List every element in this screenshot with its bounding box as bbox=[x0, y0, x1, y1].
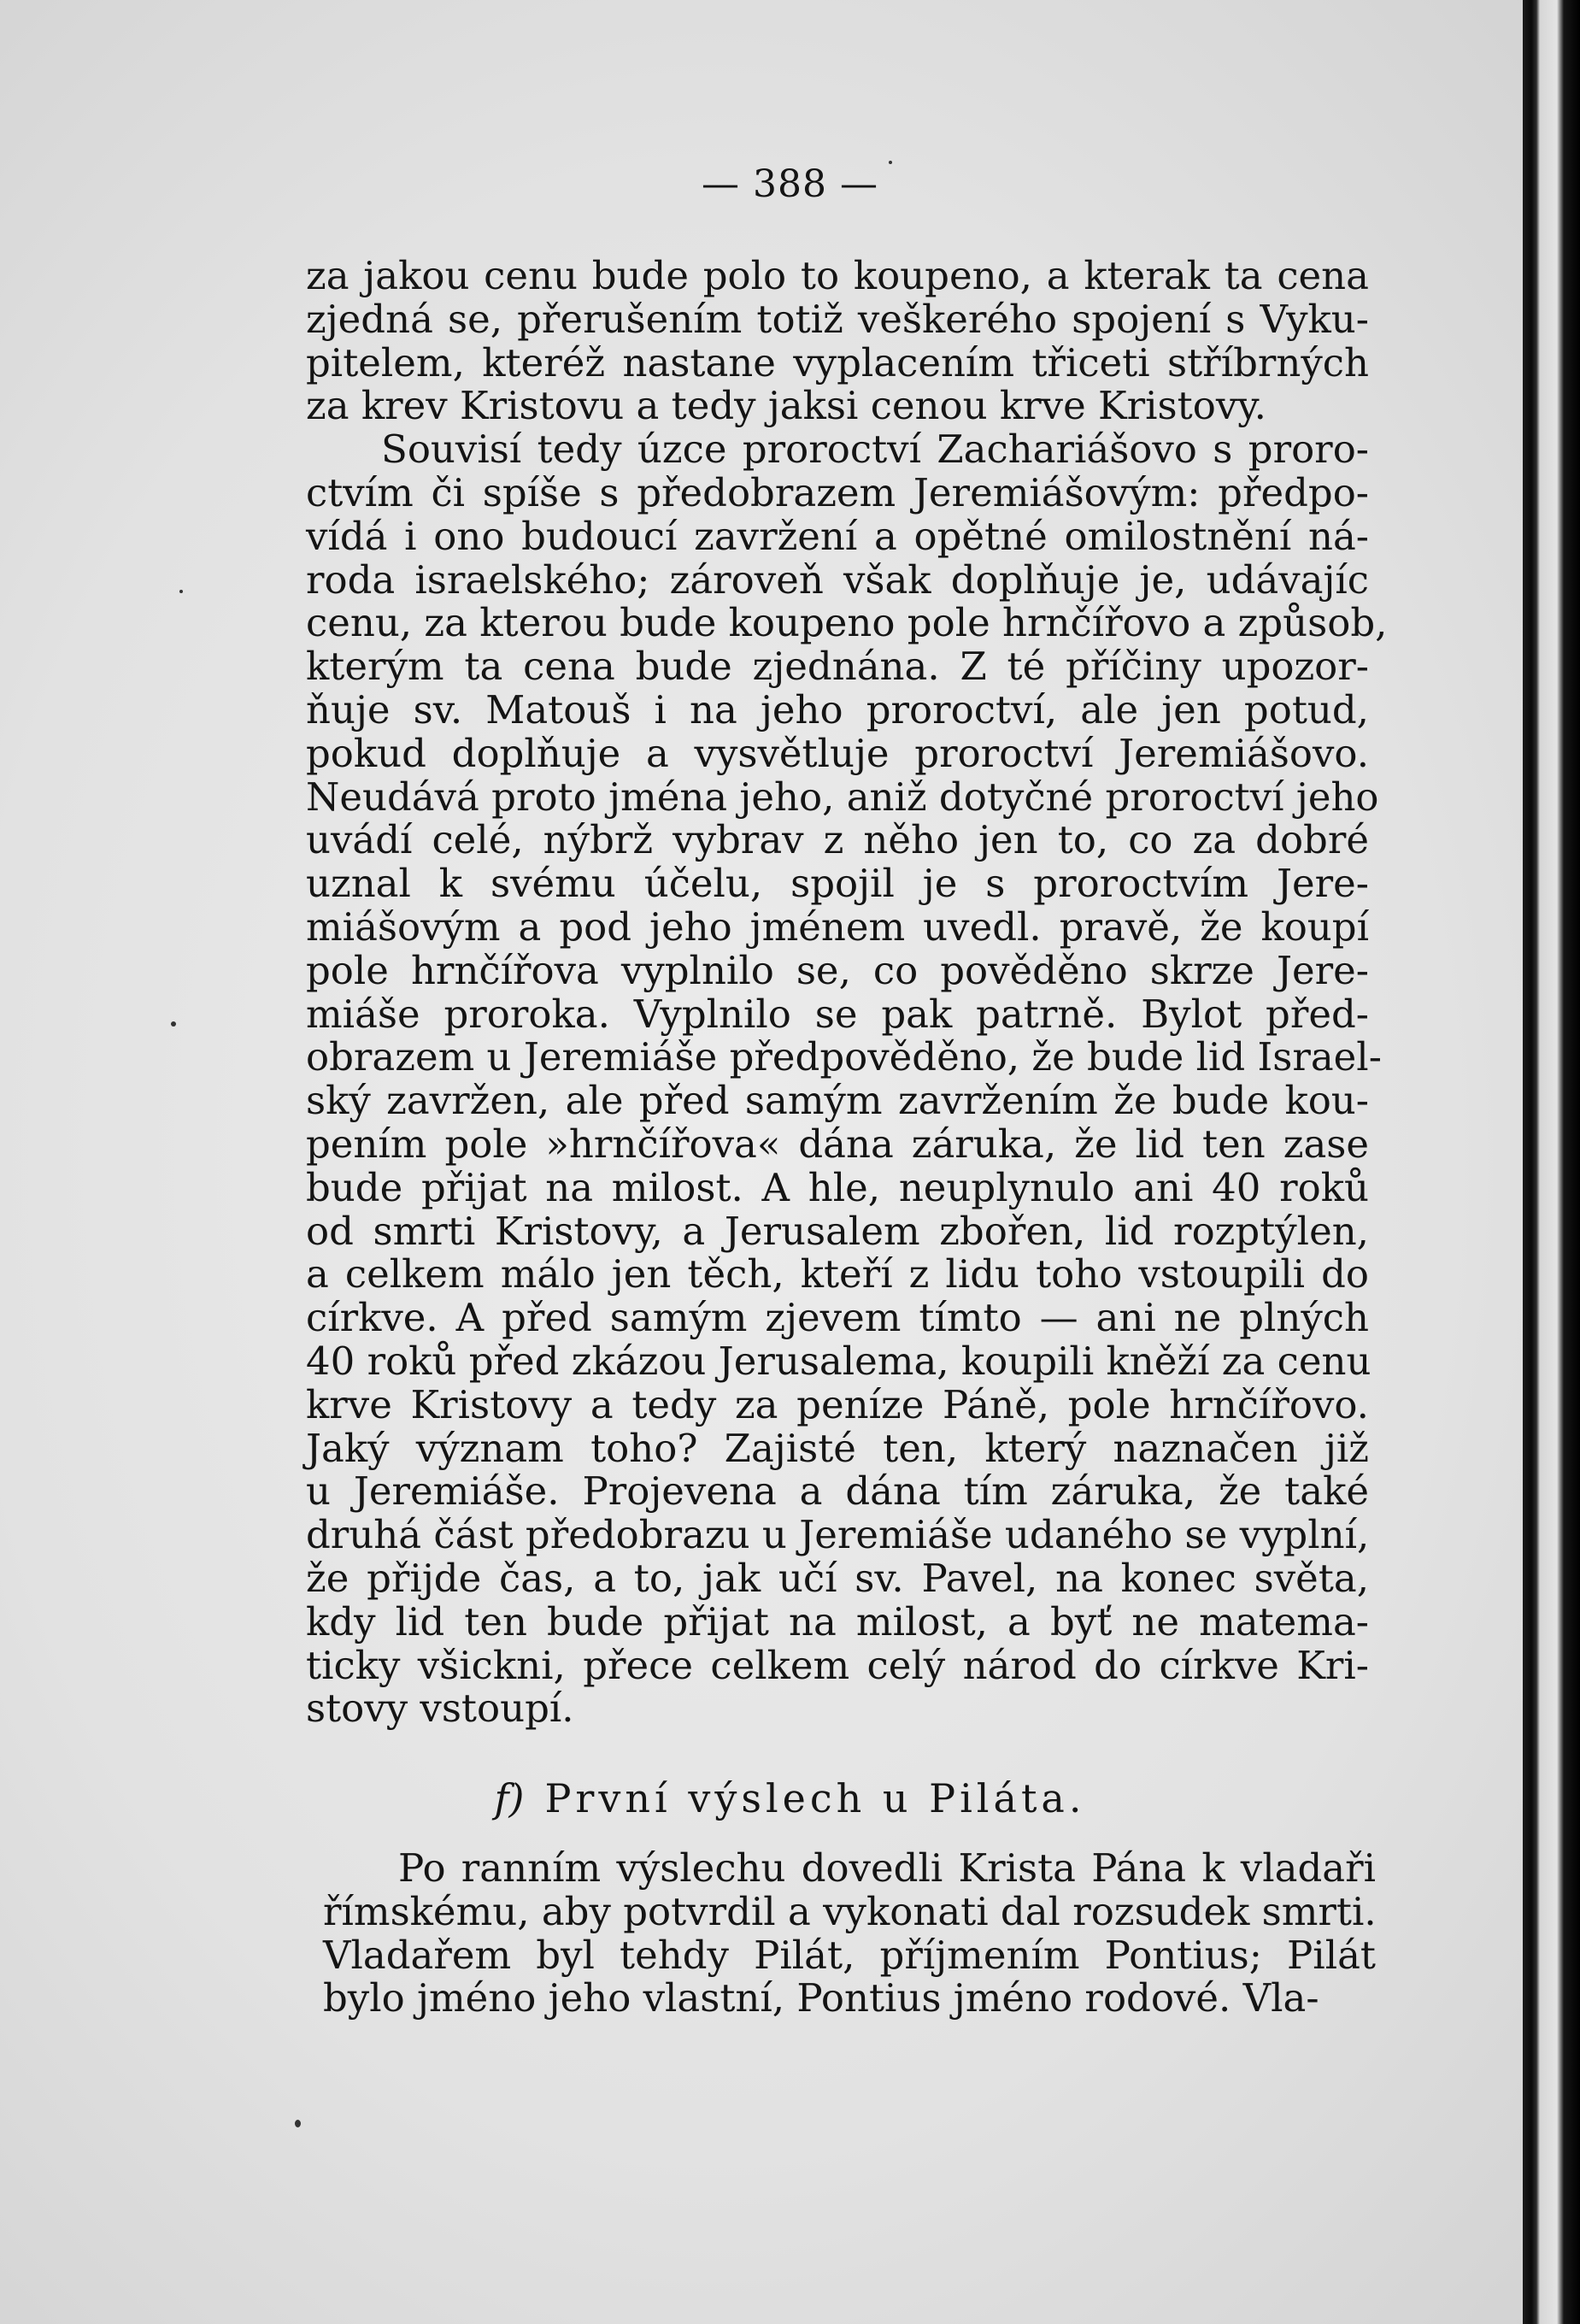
text-line: ský zavržen, ale před samým zavržením že bude kou- bbox=[306, 1078, 1369, 1124]
text-line: u Jeremiáše. Projevena a dána tím záruka, že také bbox=[306, 1468, 1369, 1515]
main-text-block bbox=[306, 253, 1388, 1732]
text-line: ňuje sv. Matouš i na jeho proroctví, ale jen potud, bbox=[306, 686, 1369, 733]
text-line: druhá část předobrazu u Jeremiáše udaného se vyplní, bbox=[306, 1512, 1370, 1558]
text-line: kdy lid ten bude přijat na milost, a byť ne matema- bbox=[306, 1598, 1369, 1644]
text-line: kterým ta cena bude zjednána. Z té příčiny upozor- bbox=[306, 644, 1369, 690]
scan-speck bbox=[295, 2120, 301, 2127]
text-line: pokud doplňuje a vysvětluje proroctví Jeremiášovo. bbox=[306, 730, 1369, 776]
scan-edge-band bbox=[1523, 0, 1580, 2324]
text-line: uvádí celé, nýbrž vybrav z něho jen to, co za dobré bbox=[306, 817, 1369, 863]
text-line: obrazem u Jeremiáše předpověděno, že bude lid Israel- bbox=[306, 1034, 1382, 1080]
text-line: cenu, za kterou bude koupeno pole hrnčířovo a způsob, bbox=[306, 600, 1388, 646]
text-line: ctvím či spíše s předobrazem Jeremiášovým: předpo- bbox=[306, 469, 1369, 515]
text-line: krve Kristovy a tedy za peníze Páně, pole hrnčířovo. bbox=[306, 1381, 1369, 1427]
text-line: Jaký význam toho? Zajisté ten, který naznačen již bbox=[306, 1425, 1369, 1471]
text-line: římskému, aby potvrdil a vykonati dal rozsudek smrti. bbox=[323, 1888, 1377, 1934]
paragraph-1 bbox=[306, 255, 1369, 428]
text-line: za jakou cenu bude polo to koupeno, a kterak ta cena bbox=[306, 253, 1369, 298]
text-line: 40 roků před zkázou Jerusalema, koupili kněží za cenu bbox=[306, 1338, 1371, 1384]
paragraph-3-block bbox=[323, 1847, 1376, 2021]
text-line: roda israelského; zároveň však doplňuje je, udávajíc bbox=[306, 556, 1369, 603]
text-line: uznal k svému účelu, spojil je s proroctvím Jere- bbox=[306, 861, 1369, 907]
text-line: stovy vstoupí. bbox=[306, 1686, 574, 1732]
text-line: Souvisí tedy úzce proroctví Zachariášovo s proro- bbox=[381, 427, 1369, 473]
text-line: Po ranním výslechu dovedli Krista Pána k vladaři bbox=[398, 1845, 1376, 1891]
text-line: za krev Kristovu a tedy jaksi cenou krve Kristovy. bbox=[306, 383, 1266, 429]
text-line: miáše proroka. Vyplnilo se pak patrně. Bylot před- bbox=[306, 991, 1369, 1037]
text-line: Neudává proto jména jeho, aniž dotyčné proroctví jeho bbox=[306, 774, 1379, 820]
text-line: a celkem málo jen těch, kteří z lidu toho vstoupili do bbox=[306, 1251, 1369, 1297]
scan-speck bbox=[179, 590, 183, 593]
text-line: od smrti Kristovy, a Jerusalem zbořen, lid rozptýlen, bbox=[306, 1208, 1369, 1254]
text-line: zjedná se, přerušením totiž veškerého spojení s Vyku- bbox=[306, 296, 1369, 342]
text-line: bylo jméno jeho vlastní, Pontius jméno rodové. Vla- bbox=[323, 1975, 1319, 2021]
text-line: vídá i ono budoucí zavržení a opětné omilostnění ná- bbox=[306, 513, 1369, 559]
scan-speck bbox=[171, 1021, 176, 1027]
section-label: f) bbox=[494, 1775, 525, 1821]
section-heading bbox=[0, 1775, 1580, 1821]
paragraph-2 bbox=[306, 427, 1388, 1732]
paragraph-3 bbox=[323, 1847, 1376, 2021]
text-line: Vladařem byl tehdy Pilát, příjmením Pontius; Pilát bbox=[323, 1932, 1376, 1978]
section-title: První výslech u Piláta. bbox=[544, 1775, 1086, 1821]
page-number: — 388 — bbox=[702, 162, 878, 206]
scan-speck bbox=[889, 161, 892, 164]
text-line: církve. A před samým zjevem tímto — ani ne plných bbox=[306, 1295, 1369, 1341]
text-line: pením pole »hrnčířova« dána záruka, že lid ten zase bbox=[306, 1121, 1369, 1167]
text-line: pitelem, kteréž nastane vyplacením třiceti stříbrných bbox=[306, 339, 1369, 385]
text-line: bude přijat na milost. A hle, neuplynulo ani 40 roků bbox=[306, 1164, 1369, 1210]
text-line: miášovým a pod jeho jménem uvedl. pravě, že koupí bbox=[306, 903, 1369, 950]
text-line: ticky všickni, přece celkem celý národ do církve Kri- bbox=[306, 1642, 1369, 1688]
text-line: že přijde čas, a to, jak učí sv. Pavel, na konec světa, bbox=[306, 1555, 1369, 1601]
text-line: pole hrnčířova vyplnilo se, co pověděno skrze Jere- bbox=[306, 947, 1369, 993]
